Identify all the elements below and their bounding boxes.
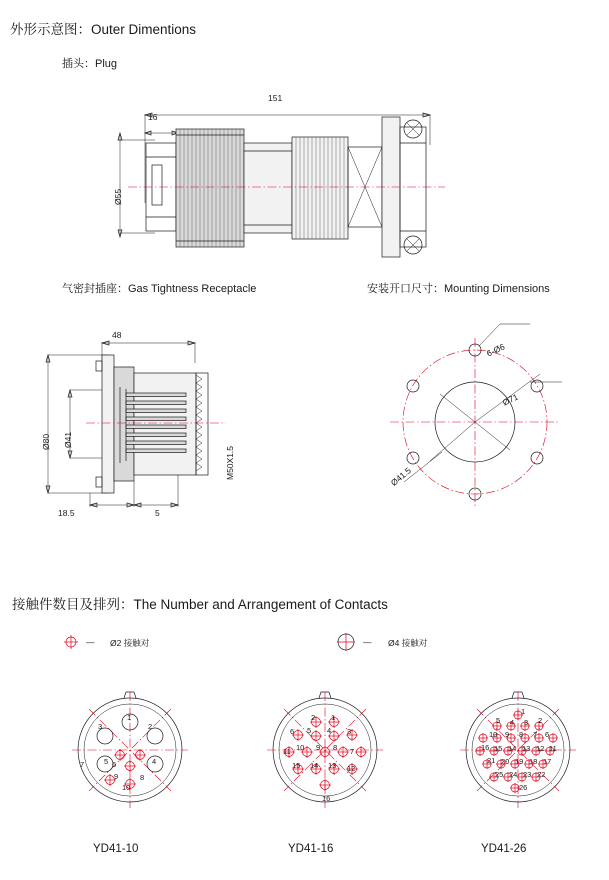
legend-2mm-label: Ø2 接触对 — [110, 638, 150, 648]
dim-plug-length: 151 — [268, 93, 283, 103]
contact-layout-yd41-26 — [458, 688, 578, 813]
dim-plug-diameter: Ø55 — [113, 188, 123, 205]
dim-receptacle-outer-dia: Ø80 — [41, 433, 51, 450]
label-mounting-dimensions: 安装开口尺寸：Mounting Dimensions — [367, 283, 550, 295]
legend-4mm-label: Ø4 接触对 — [388, 638, 428, 648]
caption-yd41-26: YD41-26 — [481, 843, 527, 855]
caption-yd41-16: YD41-16 — [288, 843, 334, 855]
dim-receptacle-width: 48 — [112, 330, 122, 340]
dim-receptacle-thread: M50X1.5 — [225, 445, 235, 480]
page-title-contacts: 接触件数目及排列：The Number and Arrangement of Contacts — [12, 597, 388, 612]
caption-yd41-10: YD41-10 — [93, 843, 139, 855]
dim-mounting-bolt-circle: Ø71 — [500, 391, 520, 408]
legend-4mm-marker — [333, 631, 359, 653]
dim-mounting-holes: 6-Ø6 — [484, 341, 507, 359]
contact-layout-yd41-10 — [70, 688, 190, 813]
dim-receptacle-flange: 18.5 — [58, 508, 75, 518]
receptacle-drawing — [30, 315, 320, 525]
legend-2mm-marker — [60, 633, 82, 651]
dim-receptacle-depth: 5 — [155, 508, 160, 518]
dim-mounting-bore: Ø41.5 — [388, 465, 413, 488]
label-plug: 插头：Plug — [62, 58, 118, 70]
mounting-drawing — [380, 330, 580, 520]
page-title-outer-dimensions: 外形示意图：Outer Dimentions — [10, 22, 197, 37]
dim-receptacle-inner-dia: Ø41 — [63, 431, 73, 448]
label-gas-receptacle: 气密封插座：Gas Tightness Receptacle — [62, 283, 257, 295]
dim-plug-step: 16 — [148, 112, 158, 122]
